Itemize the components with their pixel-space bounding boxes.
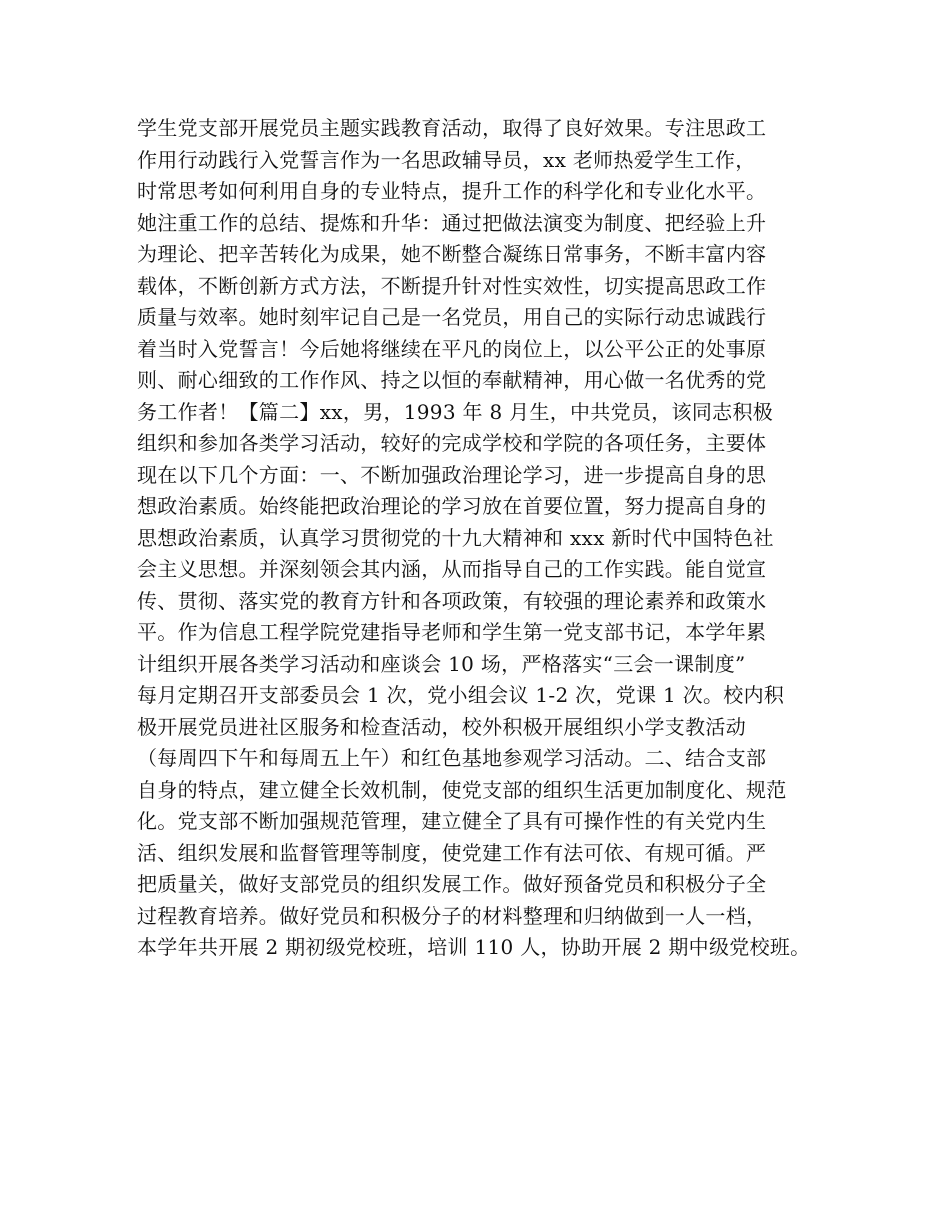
text-line: 质量与效率。她时刻牢记自己是一名党员，用自己的实际行动忠诚践行	[137, 305, 767, 329]
text-line: 极开展党员进社区服务和检查活动，校外积极开展组织小学支教活动	[137, 714, 746, 739]
text-line: 自身的特点，建立健全长效机制，使党支部的组织生活更加制度化、规范	[137, 777, 787, 802]
text-line: （每周四下午和每周五上午）和红色基地参观学习活动。二、结合支部	[137, 746, 767, 770]
text-line: 现在以下几个方面：一、不断加强政治理论学习，进一步提高自身的思	[137, 462, 767, 487]
text-line: 务工作者！【篇二】xx，男，1993 年 8 月生，中共党员，该同志积极	[137, 399, 774, 424]
text-line: 会主义思想。并深刻领会其内涵，从而指导自己的工作实践。能自觉宣	[137, 557, 767, 581]
text-line: 则、耐心细致的工作作风、持之以恒的奉献精神，用心做一名优秀的党	[137, 368, 767, 392]
text-line: 过程教育培养。做好党员和积极分子的材料整理和归纳做到一人一档，	[137, 903, 767, 928]
text-line: 作用行动践行入党誓言作为一名思政辅导员，xx 老师热爱学生工作，	[137, 147, 756, 172]
text-line: 为理论、把辛苦转化为成果，她不断整合凝练日常事务，不断丰富内容	[137, 242, 767, 266]
text-line: 组织和参加各类学习活动，较好的完成学校和学院的各项任务，主要体	[137, 431, 767, 455]
text-line: 活、组织发展和监督管理等制度，使党建工作有法可依、有规可循。严	[137, 840, 767, 865]
text-line: 学生党支部开展党员主题实践教育活动，取得了良好效果。专注思政工	[137, 116, 767, 140]
text-line: 载体，不断创新方式方法，不断提升针对性实效性，切实提高思政工作	[137, 273, 767, 298]
text-line: 平。作为信息工程学院党建指导老师和学生第一党支部书记，本学年累	[137, 620, 767, 644]
text-line: 计组织开展各类学习活动和座谈会 10 场，严格落实“三会一课制度”	[137, 651, 746, 676]
text-line: 把质量关，做好支部党员的组织发展工作。做好预备党员和积极分子全	[137, 872, 767, 896]
text-line: 着当时入党誓言！今后她将继续在平凡的岗位上，以公平公正的处事原	[137, 336, 767, 361]
text-line: 思想政治素质，认真学习贯彻党的十九大精神和 xxx 新时代中国特色社	[137, 525, 774, 550]
text-line: 她注重工作的总结、提炼和升华：通过把做法演变为制度、把经验上升	[137, 210, 767, 235]
text-line: 化。党支部不断加强规范管理，建立健全了具有可操作性的有关党内生	[137, 809, 767, 833]
text-line: 时常思考如何利用自身的专业特点，提升工作的科学化和专业化水平。	[137, 179, 767, 203]
text-line: 本学年共开展 2 期初级党校班，培训 110 人，协助开展 2 期中级党校班。	[137, 935, 811, 959]
text-line: 每月定期召开支部委员会 1 次，党小组会议 1-2 次，党课 1 次。校内积	[137, 683, 785, 707]
text-line: 传、贯彻、落实党的教育方针和各项政策，有较强的理论素养和政策水	[137, 588, 767, 613]
text-line: 想政治素质。始终能把政治理论的学习放在首要位置，努力提高自身的	[137, 494, 767, 518]
document-body	[137, 113, 837, 964]
